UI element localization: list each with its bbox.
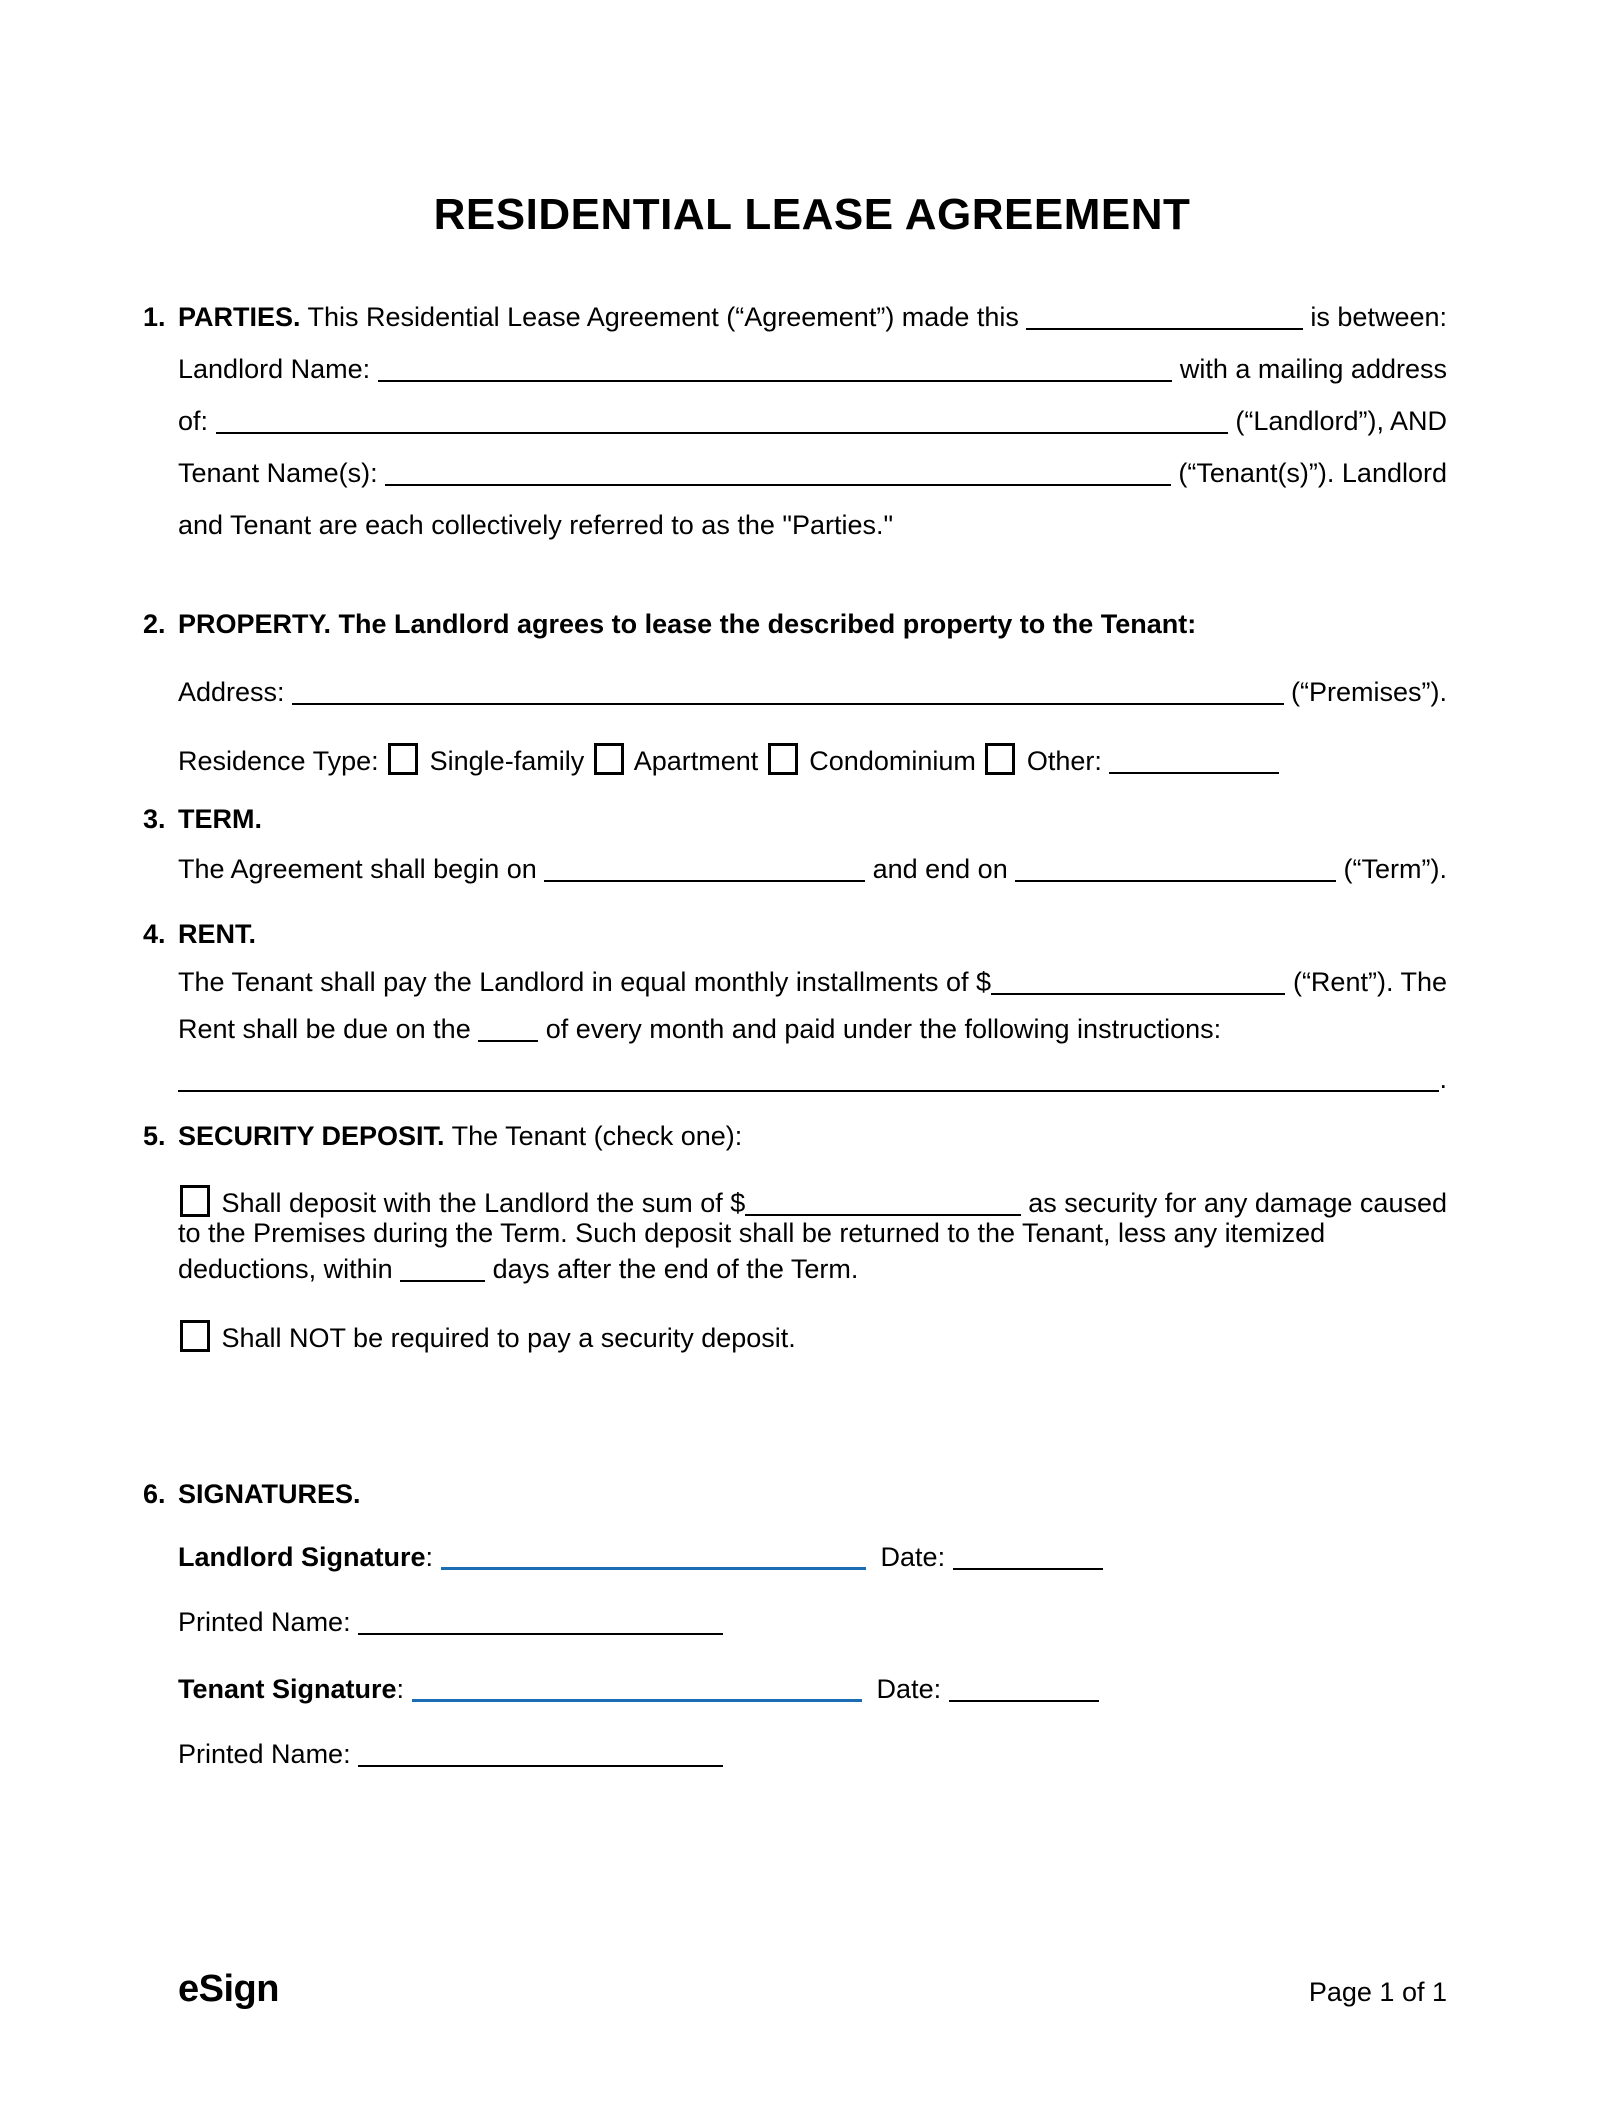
text-segment: of every month and paid under the following instructions: bbox=[538, 1014, 1222, 1044]
term-heading-line bbox=[143, 802, 1447, 836]
landlord-printed-name-row bbox=[178, 1605, 1447, 1639]
text-segment: days after the end of the Term. bbox=[485, 1254, 859, 1284]
single-family-checkbox[interactable] bbox=[388, 743, 418, 775]
text-segment: RENT. bbox=[178, 919, 257, 949]
text-segment: Condominium bbox=[801, 746, 984, 776]
deposit-option1-line1 bbox=[178, 1180, 1447, 1220]
tenant-sign-date-field[interactable] bbox=[949, 1684, 1099, 1702]
landlord-signature-line[interactable] bbox=[441, 1551, 866, 1570]
other-checkbox[interactable] bbox=[985, 743, 1015, 775]
text-segment: Printed Name: bbox=[178, 1739, 359, 1769]
landlord-name-line bbox=[178, 352, 1447, 386]
section-number: 4. bbox=[143, 919, 166, 949]
text-segment: Date: bbox=[865, 1542, 953, 1572]
text-segment: with a mailing address bbox=[1172, 354, 1447, 384]
section-number: 6. bbox=[143, 1479, 166, 1509]
landlord-address-field[interactable] bbox=[216, 416, 1228, 434]
rent-due-day-field[interactable] bbox=[478, 1024, 538, 1042]
esign-logo: eSign bbox=[178, 1968, 279, 2010]
tenant-printed-name-field[interactable] bbox=[358, 1749, 723, 1767]
text-segment: : bbox=[396, 1674, 412, 1704]
text-segment: SIGNATURES. bbox=[178, 1479, 361, 1509]
text-segment: The Tenant shall pay the Landlord in equal monthly installments of $ bbox=[178, 967, 992, 997]
landlord-address-line bbox=[178, 404, 1447, 438]
condominium-checkbox[interactable] bbox=[768, 743, 798, 775]
landlord-sign-date-field[interactable] bbox=[953, 1552, 1103, 1570]
text-segment: (“Tenant(s)”). Landlord bbox=[1170, 458, 1447, 488]
rent-heading-line bbox=[143, 917, 1447, 951]
term-start-date-field[interactable] bbox=[544, 864, 865, 882]
security-deposit-heading-line bbox=[143, 1119, 1447, 1153]
term-dates-line bbox=[178, 852, 1447, 886]
text-segment: Other: bbox=[1019, 746, 1110, 776]
text-segment: TERM. bbox=[178, 804, 262, 834]
text-segment: Single-family bbox=[422, 746, 592, 776]
rent-due-line bbox=[178, 1012, 1447, 1046]
page-footer bbox=[178, 1968, 1447, 2011]
no-deposit-checkbox[interactable] bbox=[180, 1320, 210, 1352]
tenant-signature-row bbox=[178, 1672, 1447, 1706]
text-segment: to the Premises during the Term. Such deposit shall be returned to the Tenant, less any itemized bbox=[178, 1218, 1326, 1248]
deposit-option1-line2 bbox=[178, 1216, 1447, 1250]
page-number: Page 1 of 1 bbox=[1308, 1977, 1447, 2007]
landlord-printed-name-field[interactable] bbox=[358, 1617, 723, 1635]
text-segment: Shall deposit with the Landlord the sum of $ bbox=[214, 1188, 746, 1218]
text-segment: PARTIES. bbox=[178, 302, 301, 332]
text-segment: Tenant Signature bbox=[178, 1674, 397, 1704]
text-segment: Shall NOT be required to pay a security deposit. bbox=[214, 1323, 796, 1353]
text-segment: (“Premises”). bbox=[1283, 677, 1447, 707]
tenant-names-field[interactable] bbox=[385, 468, 1171, 486]
property-heading-line bbox=[143, 607, 1447, 641]
landlord-name-field[interactable] bbox=[378, 364, 1173, 382]
text-segment: is between: bbox=[1302, 302, 1447, 332]
text-segment: of: bbox=[178, 406, 216, 436]
text-segment: Tenant Name(s): bbox=[178, 458, 386, 488]
document-title: RESIDENTIAL LEASE AGREEMENT bbox=[433, 190, 1191, 239]
text-segment: Rent shall be due on the bbox=[178, 1014, 479, 1044]
text-segment: The Tenant (check one): bbox=[444, 1121, 743, 1151]
tenant-printed-name-row bbox=[178, 1737, 1447, 1771]
section-number: 3. bbox=[143, 804, 166, 834]
tenant-names-line bbox=[178, 456, 1447, 490]
section-number: 1. bbox=[143, 302, 166, 332]
text-segment: PROPERTY. The Landlord agrees to lease the described property to the Tenant: bbox=[178, 609, 1197, 639]
premises-address-field[interactable] bbox=[292, 687, 1283, 705]
apartment-checkbox[interactable] bbox=[594, 743, 624, 775]
residence-type-line bbox=[178, 738, 1447, 778]
deposit-option2-line bbox=[178, 1315, 1447, 1355]
text-segment: (“Rent”). The bbox=[1285, 967, 1447, 997]
payment-instructions-line bbox=[178, 1062, 1447, 1096]
premises-address-line bbox=[178, 675, 1447, 709]
parties-closing-line bbox=[178, 508, 1447, 542]
deposit-option1-line3 bbox=[178, 1252, 1447, 1286]
text-segment: : bbox=[425, 1542, 441, 1572]
deposit-amount-field[interactable] bbox=[745, 1198, 1020, 1216]
text-segment: (“Landlord”), AND bbox=[1227, 406, 1447, 436]
rent-amount-field[interactable] bbox=[991, 977, 1285, 995]
agreement-date-field[interactable] bbox=[1026, 312, 1303, 330]
text-segment: Landlord Name: bbox=[178, 354, 378, 384]
text-segment: SECURITY DEPOSIT. bbox=[178, 1121, 445, 1151]
text-segment: Residence Type: bbox=[178, 746, 387, 776]
other-residence-field[interactable] bbox=[1109, 756, 1279, 774]
text-segment: Landlord Signature bbox=[178, 1542, 426, 1572]
text-segment: as security for any damage caused bbox=[1020, 1188, 1447, 1218]
text-segment: . bbox=[1439, 1064, 1447, 1094]
payment-instructions-field[interactable] bbox=[178, 1074, 1439, 1092]
landlord-signature-row bbox=[178, 1540, 1447, 1574]
text-segment: The Agreement shall begin on bbox=[178, 854, 545, 884]
deposit-required-checkbox[interactable] bbox=[180, 1185, 210, 1217]
signatures-heading-line bbox=[143, 1477, 1447, 1511]
tenant-signature-line[interactable] bbox=[412, 1683, 862, 1702]
parties-intro-line bbox=[143, 300, 1447, 334]
text-segment: and end on bbox=[865, 854, 1016, 884]
section-number: 2. bbox=[143, 609, 166, 639]
text-segment: This Residential Lease Agreement (“Agreement”) made this bbox=[300, 302, 1027, 332]
text-segment: Printed Name: bbox=[178, 1607, 359, 1637]
text-segment: Date: bbox=[861, 1674, 949, 1704]
text-segment: (“Term”). bbox=[1336, 854, 1448, 884]
section-number: 5. bbox=[143, 1121, 166, 1151]
text-segment: Apartment bbox=[627, 746, 766, 776]
term-end-date-field[interactable] bbox=[1015, 864, 1336, 882]
text-segment: and Tenant are each collectively referred to as the "Parties." bbox=[178, 510, 894, 540]
rent-amount-line bbox=[178, 965, 1447, 999]
deposit-return-days-field[interactable] bbox=[400, 1264, 485, 1282]
text-segment: Address: bbox=[178, 677, 293, 707]
text-segment: deductions, within bbox=[178, 1254, 401, 1284]
